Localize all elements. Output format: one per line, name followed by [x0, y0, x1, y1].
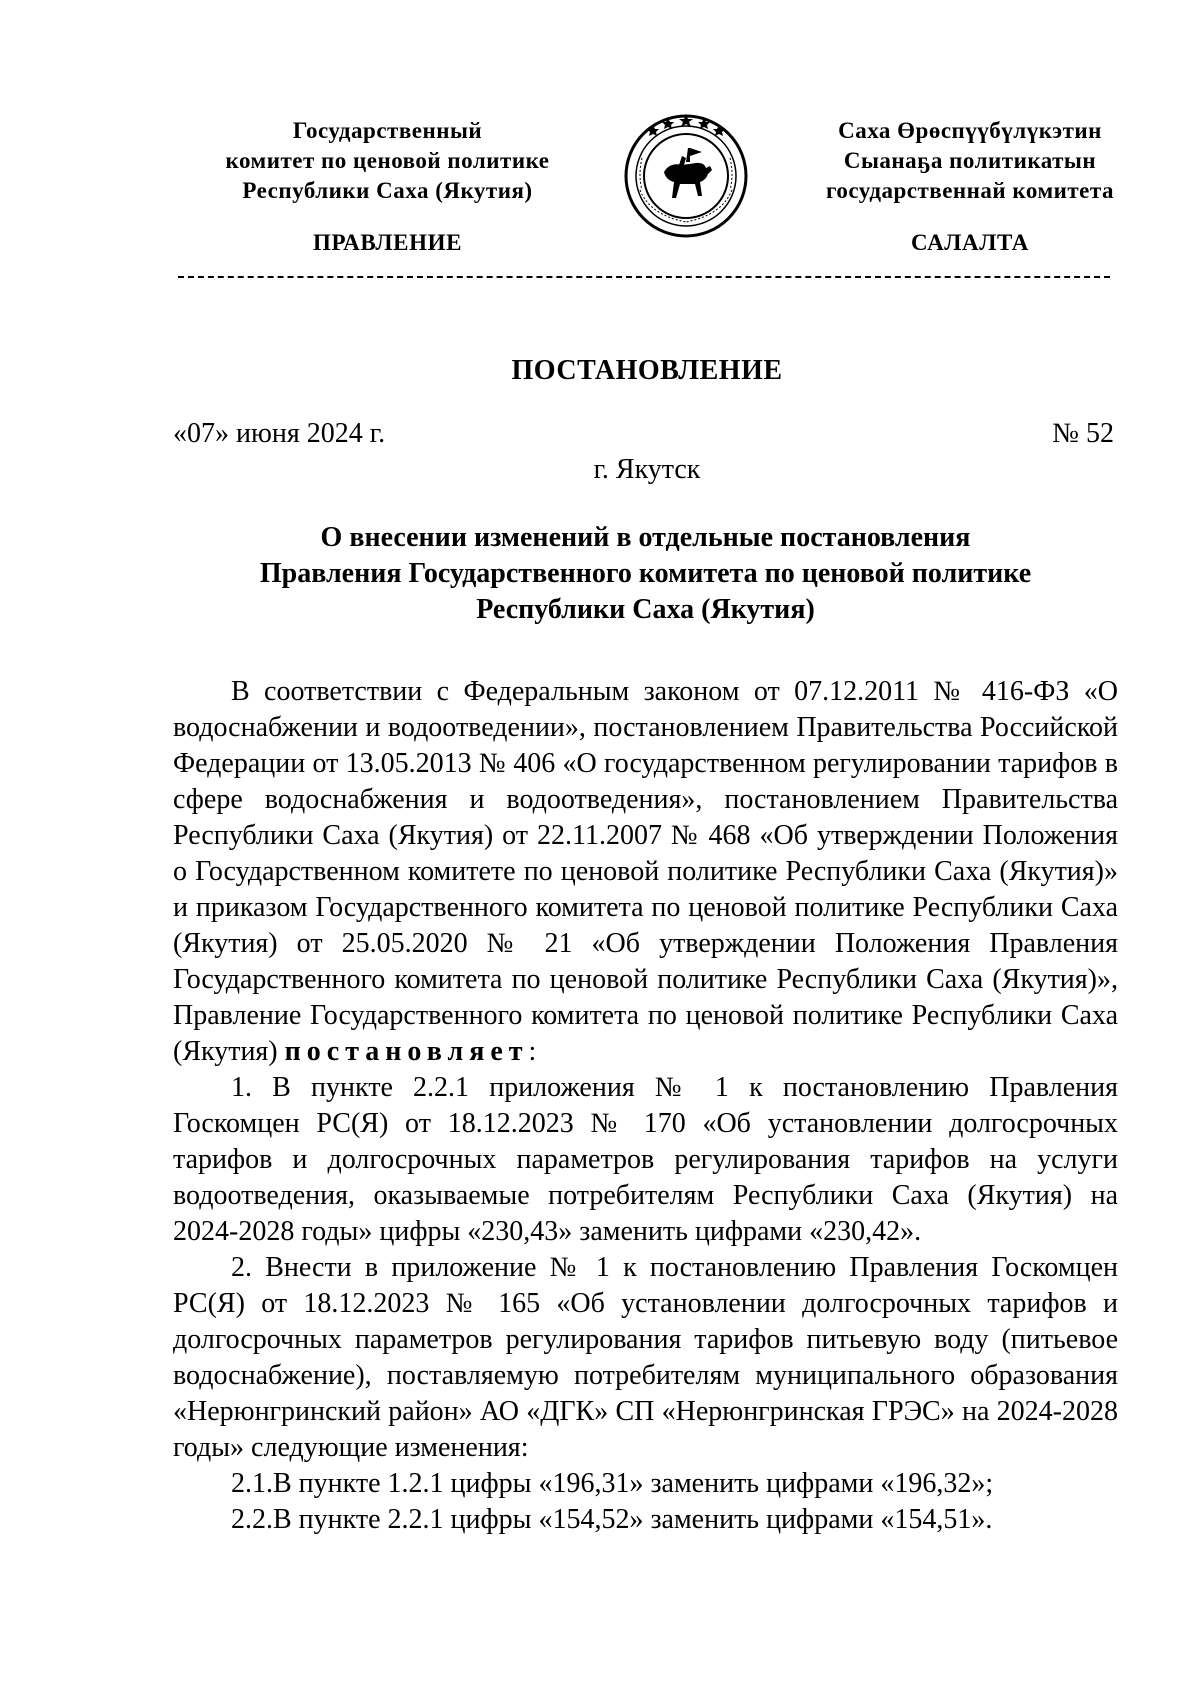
header-divider: [178, 276, 1110, 278]
document-city: г. Якутск: [593, 454, 701, 485]
title-line: Правления Государственного комитета по ценовой политике: [259, 558, 1032, 589]
header-right-line: Сыанаҕа политикатын: [843, 148, 1097, 173]
document-date: «07» июня 2024 г.: [173, 418, 386, 449]
header-left-line: Республики Саха (Якутия): [242, 178, 533, 203]
title-line: Республики Саха (Якутия): [476, 594, 815, 625]
document-title: [173, 520, 1118, 628]
header-left-line: комитет по ценовой политике: [225, 148, 550, 173]
preamble-paragraph: [173, 674, 1118, 1070]
item-1-paragraph: 1. В пункте 2.2.1 приложения № 1 к постановлению Правления Госкомцен РС(Я) от 18.12.2023 № 170 «Об установлении долгосрочных тарифов и долгосрочных параметров регулирования тарифов на услуги водоотведения, оказываемые потребителям Республики Саха (Якутия) на 2024-2028 годы» цифры «230,43» заменить цифрами «230,42».: [173, 1072, 1118, 1247]
item-2-1-paragraph: 2.1.В пункте 1.2.1 цифры «196,31» заменить цифрами «196,32»;: [231, 1468, 994, 1499]
document-number: № 52: [1052, 418, 1114, 449]
resolves-keyword: постановляет: [284, 1036, 529, 1067]
title-line: О внесении изменений в отдельные постановления: [320, 522, 971, 553]
header-right-line: Саха Өрөспүүбүлүкэтин: [838, 118, 1102, 143]
preamble-end: :: [528, 1036, 537, 1067]
document-type: ПОСТАНОВЛЕНИЕ: [511, 355, 783, 386]
header-right-block: [800, 116, 1140, 206]
coat-of-arms-emblem: [620, 110, 752, 242]
header-left-block: [180, 116, 595, 206]
board-label: ПРАВЛЕНИЕ: [312, 230, 463, 255]
header-left-line: Государственный: [292, 118, 483, 143]
document-body: [173, 674, 1118, 1538]
header-right-line: государственнай комитета: [826, 178, 1114, 203]
board-label-yakut: САЛАЛТА: [911, 230, 1029, 255]
item-2-paragraph: 2. Внести в приложение № 1 к постановлению Правления Госкомцен РС(Я) от 18.12.2023 № 165 «Об установлении долгосрочных тарифов и долгосрочных параметров регулирования тарифов питьевую воду (питьевое водоснабжение), поставляемую потребителям муниципального образования «Нерюнгринский район» АО «ДГК» СП «Нерюнгринская ГРЭС» на 2024-2028 годы» следующие изменения:: [173, 1252, 1118, 1463]
item-2-2-paragraph: 2.2.В пункте 2.2.1 цифры «154,52» заменить цифрами «154,51».: [231, 1504, 993, 1535]
preamble-text: В соответствии с Федеральным законом от 07.12.2011 № 416-ФЗ «О водоснабжении и водоотведении», постановлением Правительства Российской Федерации от 13.05.2013 № 406 «О государственном регулировании тарифов в сфере водоснабжения и водоотведения», постановлением Правительства Республики Саха (Якутия) от 22.11.2007 № 468 «Об утверждении Положения о Государственном комитете по ценовой политике Республики Саха (Якутия)» и приказом Государственного комитета по ценовой политике Республики Саха (Якутия) от 25.05.2020 № 21 «Об утверждении Положения Правления Государственного комитета по ценовой политике Республики Саха (Якутия)», Правление Государственного комитета по ценовой политике Республики Саха (Якутия): [173, 676, 1118, 1067]
